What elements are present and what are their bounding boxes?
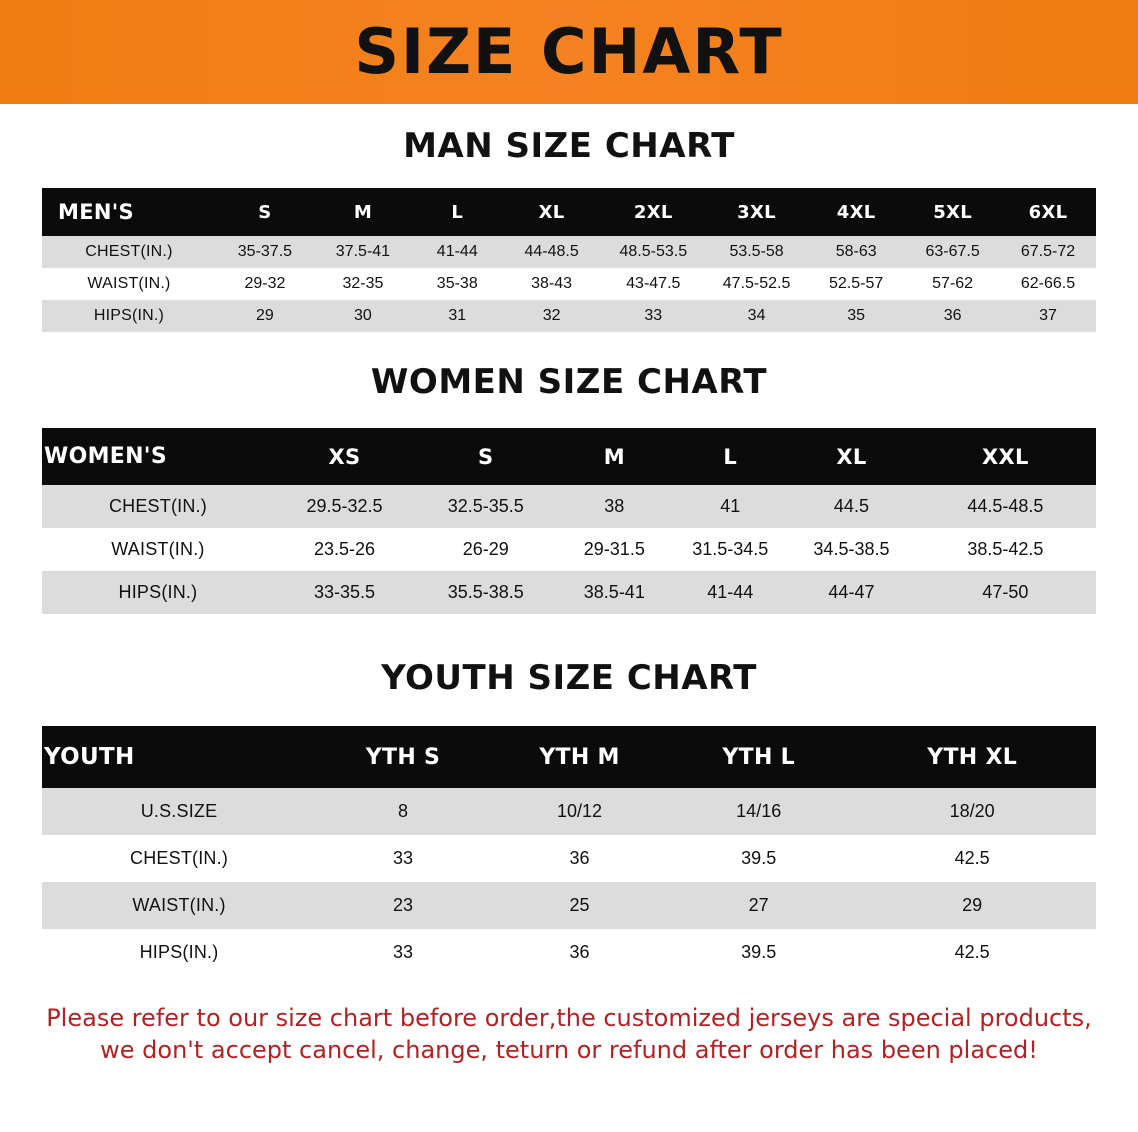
footer-note	[34, 1002, 1104, 1067]
cell: 38.5-41	[556, 571, 672, 614]
cell: 29	[216, 300, 314, 332]
table-row	[42, 835, 1096, 882]
row-label: CHEST(IN.)	[42, 835, 316, 882]
cell: 41	[672, 485, 788, 528]
cell: 62-66.5	[1000, 268, 1096, 300]
col-header: L	[412, 188, 503, 236]
cell: 27	[669, 882, 848, 929]
cell: 32.5-35.5	[415, 485, 556, 528]
cell: 38.5-42.5	[915, 528, 1096, 571]
col-header: YTH XL	[848, 726, 1096, 788]
man-table-wrap	[42, 188, 1096, 332]
cell: 33	[601, 300, 706, 332]
cell: 31.5-34.5	[672, 528, 788, 571]
row-label: WAIST(IN.)	[42, 528, 274, 571]
cell: 25	[490, 882, 669, 929]
women-size-table	[42, 428, 1096, 614]
cell: 37	[1000, 300, 1096, 332]
cell: 35	[807, 300, 905, 332]
cell: 30	[314, 300, 412, 332]
row-label: U.S.SIZE	[42, 788, 316, 835]
cell: 47-50	[915, 571, 1096, 614]
col-header: YOUTH	[42, 726, 316, 788]
cell: 35-37.5	[216, 236, 314, 268]
youth-section-title: YOUTH SIZE CHART	[381, 658, 757, 698]
cell: 67.5-72	[1000, 236, 1096, 268]
row-label: HIPS(IN.)	[42, 300, 216, 332]
table-row	[42, 528, 1096, 571]
cell: 58-63	[807, 236, 905, 268]
cell: 29.5-32.5	[274, 485, 415, 528]
cell: 63-67.5	[905, 236, 1000, 268]
cell: 29-32	[216, 268, 314, 300]
table-header-row	[42, 428, 1096, 485]
table-row	[42, 882, 1096, 929]
cell: 38-43	[503, 268, 601, 300]
cell: 36	[905, 300, 1000, 332]
table-row	[42, 268, 1096, 300]
col-header: XL	[503, 188, 601, 236]
row-label: HIPS(IN.)	[42, 571, 274, 614]
cell: 47.5-52.5	[706, 268, 807, 300]
women-table-wrap	[42, 428, 1096, 614]
cell: 26-29	[415, 528, 556, 571]
footer-note-line-2: we don't accept cancel, change, teturn or refund after order has been placed!	[100, 1036, 1038, 1065]
cell: 53.5-58	[706, 236, 807, 268]
table-row	[42, 929, 1096, 976]
table-header-row	[42, 726, 1096, 788]
cell: 42.5	[848, 929, 1096, 976]
row-label: CHEST(IN.)	[42, 236, 216, 268]
cell: 39.5	[669, 929, 848, 976]
col-header: 5XL	[905, 188, 1000, 236]
cell: 35-38	[412, 268, 503, 300]
col-header: 2XL	[601, 188, 706, 236]
col-header: S	[415, 428, 556, 485]
women-section-title: WOMEN SIZE CHART	[370, 362, 768, 402]
row-label: CHEST(IN.)	[42, 485, 274, 528]
cell: 44-48.5	[503, 236, 601, 268]
table-row	[42, 300, 1096, 332]
table-header-row	[42, 188, 1096, 236]
table-row	[42, 236, 1096, 268]
col-header: XXL	[915, 428, 1096, 485]
col-header: XL	[788, 428, 914, 485]
col-header: YTH M	[490, 726, 669, 788]
col-header: 6XL	[1000, 188, 1096, 236]
banner	[0, 0, 1138, 104]
col-header: L	[672, 428, 788, 485]
cell: 44-47	[788, 571, 914, 614]
cell: 44.5-48.5	[915, 485, 1096, 528]
cell: 39.5	[669, 835, 848, 882]
cell: 34	[706, 300, 807, 332]
col-header: M	[314, 188, 412, 236]
cell: 33-35.5	[274, 571, 415, 614]
cell: 41-44	[412, 236, 503, 268]
table-row	[42, 571, 1096, 614]
col-header: YTH L	[669, 726, 848, 788]
youth-size-table	[42, 726, 1096, 976]
cell: 29-31.5	[556, 528, 672, 571]
man-section-title: MAN SIZE CHART	[403, 126, 735, 166]
cell: 57-62	[905, 268, 1000, 300]
cell: 29	[848, 882, 1096, 929]
cell: 35.5-38.5	[415, 571, 556, 614]
col-header: S	[216, 188, 314, 236]
cell: 32	[503, 300, 601, 332]
col-header: M	[556, 428, 672, 485]
man-size-table	[42, 188, 1096, 332]
cell: 36	[490, 835, 669, 882]
cell: 34.5-38.5	[788, 528, 914, 571]
cell: 42.5	[848, 835, 1096, 882]
row-label: HIPS(IN.)	[42, 929, 316, 976]
cell: 18/20	[848, 788, 1096, 835]
cell: 33	[316, 835, 490, 882]
col-header: YTH S	[316, 726, 490, 788]
cell: 44.5	[788, 485, 914, 528]
cell: 23.5-26	[274, 528, 415, 571]
youth-table-wrap	[42, 726, 1096, 976]
cell: 8	[316, 788, 490, 835]
cell: 48.5-53.5	[601, 236, 706, 268]
table-row	[42, 485, 1096, 528]
col-header: WOMEN'S	[42, 428, 274, 485]
footer-note-line-1: Please refer to our size chart before order,the customized jerseys are special products,	[46, 1004, 1092, 1032]
col-header: MEN'S	[42, 188, 216, 236]
col-header: 4XL	[807, 188, 905, 236]
cell: 32-35	[314, 268, 412, 300]
cell: 23	[316, 882, 490, 929]
cell: 14/16	[669, 788, 848, 835]
cell: 31	[412, 300, 503, 332]
cell: 10/12	[490, 788, 669, 835]
cell: 37.5-41	[314, 236, 412, 268]
cell: 36	[490, 929, 669, 976]
col-header: XS	[274, 428, 415, 485]
cell: 52.5-57	[807, 268, 905, 300]
row-label: WAIST(IN.)	[42, 882, 316, 929]
col-header: 3XL	[706, 188, 807, 236]
table-row	[42, 788, 1096, 835]
page-title: SIZE CHART	[354, 15, 784, 88]
cell: 38	[556, 485, 672, 528]
cell: 33	[316, 929, 490, 976]
row-label: WAIST(IN.)	[42, 268, 216, 300]
cell: 43-47.5	[601, 268, 706, 300]
cell: 41-44	[672, 571, 788, 614]
